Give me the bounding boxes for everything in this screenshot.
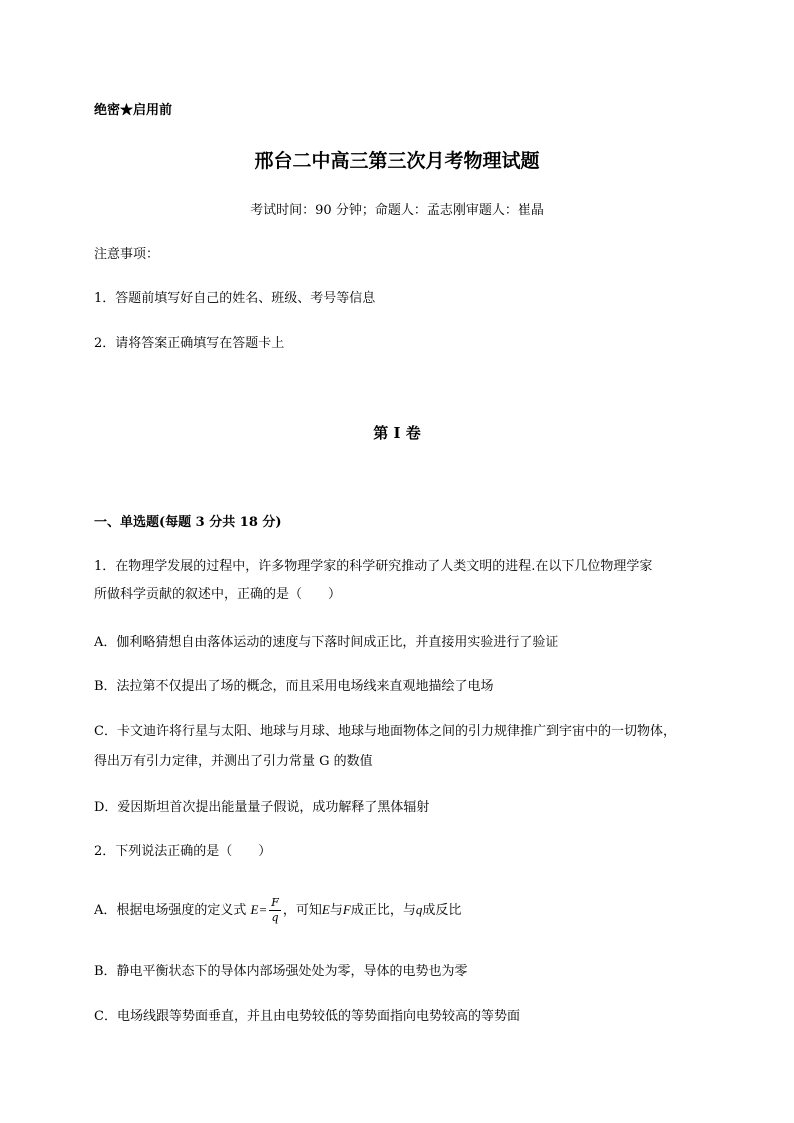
q2-option-a-mid2: 与 — [329, 903, 343, 918]
q2-option-b: B．静电平衡状态下的导体内部场强处处为零，导体的电势也为零 — [94, 964, 468, 979]
notice-item-2: 2．请将答案正确填写在答题卡上 — [94, 336, 285, 351]
q1-option-d: D．爱因斯坦首次提出能量量子假说，成功解释了黑体辐射 — [94, 800, 430, 815]
var-q: q — [415, 902, 423, 917]
formula-fraction — [269, 896, 281, 925]
q2-option-a-mid1: ，可知 — [282, 903, 322, 918]
var-e: E — [321, 902, 330, 917]
q2-option-c: C．电场线跟等势面垂直，并且由电势较低的等势面指向电势较高的等势面 — [94, 1009, 520, 1024]
page-title: 邢台二中高三第三次月考物理试题 — [254, 150, 540, 172]
q1-option-c-line2: 得出万有引力定律，并测出了引力常量 G 的数值 — [94, 754, 373, 769]
formula-numerator: F — [271, 896, 279, 909]
q1-option-b: B．法拉第不仅提出了场的概念，而且采用电场线来直观地描绘了电场 — [94, 679, 494, 694]
volume-title: 第 I 卷 — [373, 424, 421, 442]
notice-heading: 注意事项： — [94, 247, 160, 262]
q2-option-a — [94, 890, 461, 931]
q2-option-a-mid3: 成正比，与 — [350, 903, 416, 918]
formula-denominator: q — [271, 911, 279, 924]
q1-option-a: A．伽利略猜想自由落体运动的速度与下落时间成正比，并直接用实验进行了验证 — [94, 635, 559, 650]
q2-option-a-suffix: 成反比 — [422, 903, 462, 918]
notice-item-1: 1．答题前填写好自己的姓名、班级、考号等信息 — [94, 291, 376, 306]
q1-stem-line1: 1．在物理学发展的过程中，许多物理学家的科学研究推动了人类文明的进程.在以下几位物理学家 — [94, 559, 653, 574]
q2-option-a-prefix: A．根据电场强度的定义式 — [94, 903, 251, 918]
q1-option-c-line1: C．卡文迪许将行星与太阳、地球与月球、地球与地面物体之间的引力规律推广到宇宙中的一切物体， — [94, 724, 676, 739]
section-heading: 一、单选题(每题 3 分共 18 分) — [94, 515, 282, 530]
formula-lhs: E= — [250, 902, 268, 917]
var-f: F — [342, 902, 351, 917]
secret-mark: 绝密★启用前 — [94, 103, 173, 118]
q1-stem-line2: 所做科学贡献的叙述中，正确的是（ ） — [94, 587, 342, 602]
q2-stem: 2．下列说法正确的是（ ） — [94, 844, 272, 859]
exam-info: 考试时间：90 分钟；命题人：孟志刚审题人：崔晶 — [250, 203, 544, 218]
